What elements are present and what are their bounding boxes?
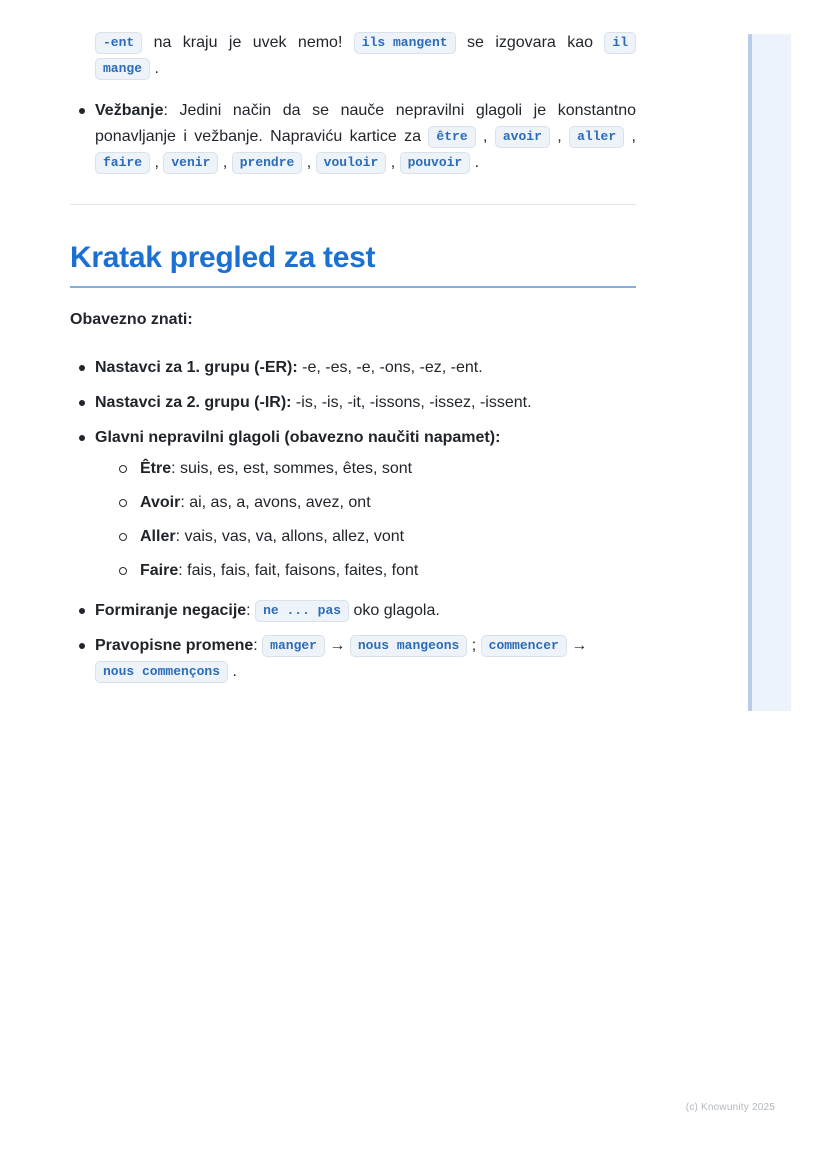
- footer-copyright: (c) Knowunity 2025: [685, 1102, 775, 1113]
- text-run: -is, -is, -it, -issons, -issez, -issent.: [291, 394, 532, 411]
- text-run: : ai, as, a, avons, avez, ont: [180, 494, 371, 511]
- bold-text: Nastavci za 1. grupu (-ER):: [95, 359, 298, 376]
- inline-code: être: [428, 126, 475, 148]
- text-run: ,: [475, 128, 495, 145]
- list-item: [70, 390, 636, 416]
- page-title: Kratak pregled za test: [70, 239, 636, 288]
- bold-text: Avoir: [140, 494, 181, 511]
- sub-list: [95, 456, 636, 584]
- inline-code: ils mangent: [354, 32, 456, 54]
- list-item: [70, 425, 636, 584]
- text-run: .: [470, 154, 480, 171]
- inline-code: avoir: [495, 126, 550, 148]
- inline-code: -ent: [95, 32, 142, 54]
- text-run: ,: [386, 154, 400, 171]
- inline-code: ne ... pas: [255, 600, 349, 622]
- pronunciation-line-1: [95, 30, 636, 56]
- inline-code: prendre: [232, 152, 303, 174]
- bold-text: Pravopisne promene: [95, 637, 254, 654]
- inline-code: commencer: [481, 635, 567, 657]
- intro-label: Obavezno znati:: [70, 311, 193, 328]
- text-run: ,: [549, 128, 570, 145]
- bold-text: Glavni nepravilni glagoli (obavezno naučiti napamet):: [95, 429, 501, 446]
- text-run: →: [566, 637, 588, 654]
- text-run: ,: [624, 128, 636, 145]
- text-run: ;: [467, 637, 481, 654]
- list-item: [70, 355, 636, 381]
- sub-list-item: [95, 490, 636, 516]
- inline-code: pouvoir: [400, 152, 471, 174]
- text-run: :: [246, 602, 256, 619]
- inline-code: nous commençons: [95, 661, 228, 683]
- inline-code: venir: [163, 152, 218, 174]
- text-run: ,: [150, 154, 164, 171]
- inline-code: aller: [569, 126, 624, 148]
- inline-code: vouloir: [316, 152, 387, 174]
- bold-text: Faire: [140, 562, 179, 579]
- sub-list-item: [95, 456, 636, 482]
- text-run: oko glagola.: [349, 602, 440, 619]
- inline-code: nous mangeons: [350, 635, 467, 657]
- text-run: →: [324, 637, 350, 654]
- inline-code: mange: [95, 58, 150, 80]
- text-run: .: [150, 60, 159, 77]
- text-run: : suis, es, est, sommes, êtes, sont: [171, 460, 413, 477]
- pronunciation-line-2: [95, 56, 636, 82]
- text-run: ,: [302, 154, 316, 171]
- text-run: .: [228, 663, 237, 680]
- bold-text: Vežbanje: [95, 102, 164, 119]
- text-run: : fais, fais, fait, faisons, faites, font: [178, 562, 419, 579]
- bold-text: Aller: [140, 528, 176, 545]
- sub-list-item: [95, 558, 636, 584]
- pronunciation-paragraph: [95, 30, 636, 82]
- bold-text: Nastavci za 2. grupu (-IR):: [95, 394, 292, 411]
- text-run: ,: [218, 154, 232, 171]
- inline-code: manger: [262, 635, 325, 657]
- document-content: [70, 30, 636, 694]
- list-item: [70, 633, 636, 685]
- text-run: : vais, vas, va, allons, allez, vont: [175, 528, 405, 545]
- list-item: [70, 98, 636, 176]
- inline-code: il: [604, 32, 636, 54]
- practice-list: [70, 98, 636, 176]
- text-run: na kraju je uvek nemo!: [142, 34, 354, 51]
- bold-text: Formiranje negacije: [95, 602, 247, 619]
- text-run: -e, -es, -e, -ons, -ez, -ent.: [297, 359, 483, 376]
- section-divider: [70, 204, 636, 205]
- text-run: : Jedini način da se nauče nepravilni glagoli je konstantno ponavljanje i vežbanje. Napraviću kartice za: [95, 102, 636, 145]
- list-item: [70, 598, 636, 624]
- sub-list-item: [95, 524, 636, 550]
- text-run: se izgovara kao: [455, 34, 605, 51]
- page-edge-decoration-bar: [748, 34, 791, 711]
- inline-code: faire: [95, 152, 150, 174]
- text-run: :: [253, 637, 263, 654]
- bold-text: Être: [140, 460, 172, 477]
- summary-list: [70, 355, 636, 685]
